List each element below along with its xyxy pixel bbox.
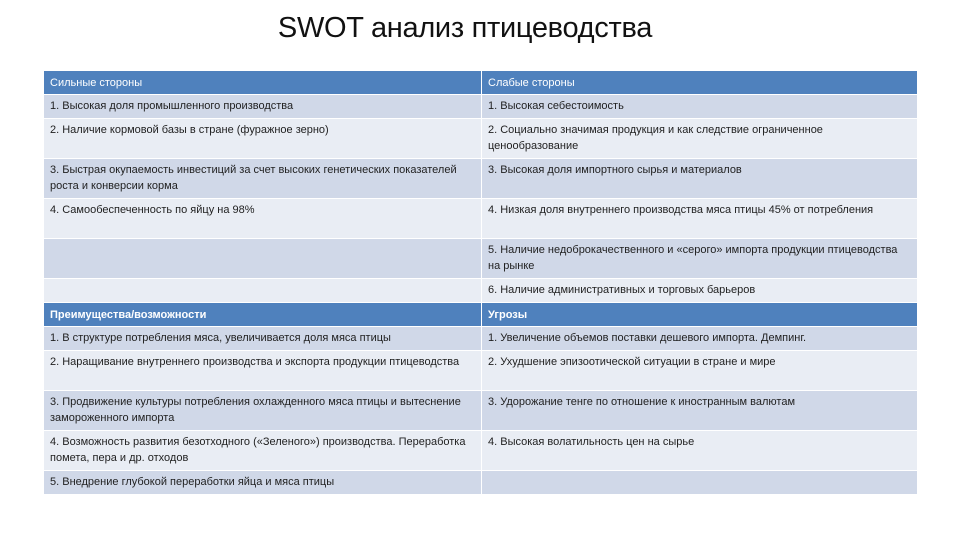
table-row — [44, 119, 918, 159]
header-threats: Угрозы — [482, 303, 918, 327]
weakness-cell: 1. Высокая себестоимость — [482, 95, 918, 119]
strength-cell: 4. Самообеспеченность по яйцу на 98% — [44, 199, 482, 239]
opportunity-cell: 4. Возможность развития безотходного («Зеленого») производства. Переработка помета, пера и др. отходов — [44, 431, 482, 471]
weakness-cell: 2. Социально значимая продукция и как следствие ограниченное ценообразование — [482, 119, 918, 159]
weakness-cell: 3. Высокая доля импортного сырья и материалов — [482, 159, 918, 199]
opportunity-cell: 3. Продвижение культуры потребления охлажденного мяса птицы и вытеснение замороженного импорта — [44, 391, 482, 431]
table-row — [44, 95, 918, 119]
table-row — [44, 431, 918, 471]
header-weaknesses: Слабые стороны — [482, 71, 918, 95]
table-row — [44, 391, 918, 431]
strength-cell: 2. Наличие кормовой базы в стране (фуражное зерно) — [44, 119, 482, 159]
table-row — [44, 279, 918, 303]
opportunity-cell: 2. Наращивание внутреннего производства и экспорта продукции птицеводства — [44, 351, 482, 391]
header-opportunities: Преимущества/возможности — [44, 303, 482, 327]
weakness-cell: 5. Наличие недоброкачественного и «серого» импорта продукции птицеводства на рынке — [482, 239, 918, 279]
threat-cell: 3. Удорожание тенге по отношение к иностранным валютам — [482, 391, 918, 431]
threat-cell — [482, 471, 918, 495]
strength-cell: 3. Быстрая окупаемость инвестиций за счет высоких генетических показателей роста и конверсии корма — [44, 159, 482, 199]
opportunity-cell: 5. Внедрение глубокой переработки яйца и мяса птицы — [44, 471, 482, 495]
strength-cell: 1. Высокая доля промышленного производства — [44, 95, 482, 119]
opportunity-cell: 1. В структуре потребления мяса, увеличивается доля мяса птицы — [44, 327, 482, 351]
header-row-opportunities-threats — [44, 303, 918, 327]
threat-cell: 4. Высокая волатильность цен на сырье — [482, 431, 918, 471]
strength-cell — [44, 239, 482, 279]
strength-cell — [44, 279, 482, 303]
threat-cell: 1. Увеличение объемов поставки дешевого импорта. Демпинг. — [482, 327, 918, 351]
table-row — [44, 327, 918, 351]
table-row — [44, 199, 918, 239]
header-row-strengths-weaknesses — [44, 71, 918, 95]
threat-cell: 2. Ухудшение эпизоотической ситуации в стране и мире — [482, 351, 918, 391]
table-row — [44, 351, 918, 391]
page-title: SWOT анализ птицеводства — [277, 12, 653, 44]
weakness-cell: 6. Наличие административных и торговых барьеров — [482, 279, 918, 303]
weakness-cell: 4. Низкая доля внутреннего производства мяса птицы 45% от потребления — [482, 199, 918, 239]
table-row — [44, 159, 918, 199]
swot-table — [43, 70, 918, 495]
header-strengths: Сильные стороны — [44, 71, 482, 95]
table-row — [44, 239, 918, 279]
table-row — [44, 471, 918, 495]
